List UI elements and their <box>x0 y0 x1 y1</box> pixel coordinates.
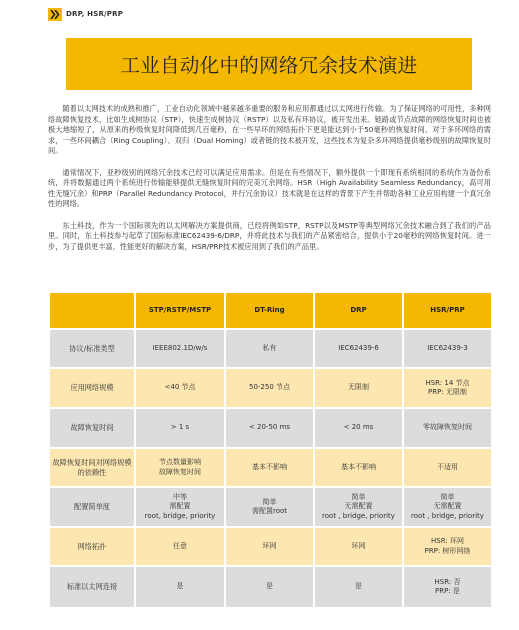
cell-line: IEC62439-6 <box>338 343 379 352</box>
table-row <box>50 528 491 565</box>
cell-line: 中等 <box>173 492 187 501</box>
table-row <box>50 567 491 607</box>
table-cell <box>226 567 313 607</box>
table-cell <box>226 409 313 447</box>
row-label: 故障恢复时间 <box>50 409 134 447</box>
table-cell <box>315 409 402 447</box>
cell-line: 简单 <box>351 492 366 501</box>
cell-line: 故障恢复时间 <box>159 467 201 476</box>
cell-line: 无需配置 <box>433 502 462 511</box>
table-cell <box>404 488 491 526</box>
section-tag: DRP, HSR/PRP <box>66 10 124 18</box>
table-cell <box>226 528 313 565</box>
row-label: 应用网络规模 <box>50 369 134 407</box>
body-text <box>48 104 491 263</box>
table-row <box>50 488 491 526</box>
section-tag-bar <box>48 7 123 21</box>
cell-line: 是 <box>176 582 184 591</box>
title-banner <box>66 38 472 90</box>
table-cell <box>404 567 491 607</box>
header-cell: STP/RSTP/MSTP <box>136 293 224 328</box>
header-cell: DRP <box>315 293 402 328</box>
table-header-row <box>50 293 491 328</box>
cell-line: root, bridge, priority <box>144 511 216 520</box>
chevron-right-icon <box>48 8 62 21</box>
row-label: 故障恢复时间对网络规模的依赖性 <box>50 449 134 486</box>
cell-line: PRP: 无限制 <box>428 388 467 396</box>
header-cell: DT-Ring <box>226 293 313 328</box>
table-cell <box>315 488 402 526</box>
cell-line: > 1 s <box>170 423 190 432</box>
cell-line: 私有 <box>262 343 277 352</box>
table-row <box>50 369 491 407</box>
table-cell <box>315 528 402 565</box>
paragraph: 通常情况下，亚秒级别的网络冗余技术已经可以满足应用需求。但是在有些情况下，额外提供一个即现有系统相同的系统作为备份系统，并将数据通过两个系统进行传输能够提供无缝恢复时间的完美冗余网络。HSR（High Availability Seamless Redundancy，高可用性无缝冗余）和PRP（Parallel Redundancy Protocol，并行冗余协议）技术就是在这样的背景下产生并帮助各种工业应用构建一个真冗余性的网络。 <box>48 167 491 208</box>
cell-line: < 20-50 ms <box>248 423 291 432</box>
cell-line: PRP: 树形网络 <box>424 546 471 555</box>
table-cell <box>136 330 224 367</box>
cell-line: 需配置 <box>169 502 191 511</box>
cell-line: 任意 <box>173 541 187 550</box>
cell-line: IEC62439-3 <box>427 343 468 352</box>
cell-line: root , bridge, priority <box>411 511 484 520</box>
paragraph: 东土科技，作为一个国际领先的以太网解决方案提供商，已经将例如STP，RSTP以及MSTP等典型网络冗余技术融合到了我们的产品里。同时，东土科技参与起草了国际标准IEC62439-6/DRP，并将此技术与我们的产品紧密结合，提供小于20毫秒的网络恢复时间。进一步，为了提供更丰富，性能更好的解决方案，HSR/PRP技术被应用到了我们的产品里。 <box>48 220 491 251</box>
cell-line: 是 <box>355 582 362 591</box>
table-row <box>50 409 491 447</box>
cell-line: < 20 ms <box>343 423 374 432</box>
table-cell <box>226 488 313 526</box>
table-row <box>50 449 491 486</box>
cell-line: 无需配置 <box>344 502 373 511</box>
cell-line: 50-250 节点 <box>248 383 291 392</box>
table-cell <box>226 369 313 407</box>
cell-line: root , bridge, priority <box>322 511 395 520</box>
row-label: 配置简单度 <box>50 488 134 526</box>
cell-line: HSR: 环网 <box>431 537 464 545</box>
table-cell <box>315 567 402 607</box>
table-cell <box>136 449 224 486</box>
table-cell <box>404 449 491 486</box>
cell-line: 环网 <box>351 541 366 550</box>
table-cell <box>404 528 491 565</box>
header-cell <box>50 293 134 328</box>
table-cell <box>404 409 491 447</box>
table-cell <box>315 449 402 486</box>
table-cell <box>136 528 224 565</box>
cell-line: HSR: 14 节点 <box>425 378 470 387</box>
cell-line: IEEE802.1D/w/s <box>152 343 208 352</box>
table-cell <box>404 369 491 407</box>
comparison-table <box>48 291 493 609</box>
cell-line: 基本不影响 <box>341 462 376 471</box>
cell-line: 是 <box>266 582 273 591</box>
table-cell <box>226 449 313 486</box>
cell-line: 简单 <box>440 492 455 501</box>
paragraph: 随着以太网技术的成熟和推广，工业自动化领域中越来越多重要的服务和应用都通过以太网进行传输。为了保证网络的可用性，多种网络故障恢复技术，比如生成树协议（STP），快速生成树协议（RSTP）以及私有环协议，被开发出来。链路或节点故障的网络恢复时间也被极大地缩短了，从原来的秒级恢复时间降低到几百毫秒，在一些早环的网络拓扑下更是能达到小于50毫秒的恢复时间。对于多环网络的需求，一些环间耦合（Ring Coupling）、双归（Dual Homing）或者链的技术被开发，这些技术为复杂多环网络提供毫秒级别的故障恢复时间。 <box>48 104 491 155</box>
table-cell <box>315 369 402 407</box>
table-row <box>50 330 491 367</box>
cell-line: 节点数量影响 <box>159 458 201 466</box>
cell-line: <40 节点 <box>164 383 196 392</box>
cell-line: 基本不影响 <box>252 462 287 471</box>
cell-line: 简单 <box>262 497 277 506</box>
row-label: 协议/标准类型 <box>50 330 134 367</box>
cell-line: 不适用 <box>437 462 458 471</box>
table-cell <box>136 409 224 447</box>
table-cell <box>136 567 224 607</box>
table-cell <box>136 369 224 407</box>
page-title: 工业自动化中的网络冗余技术演进 <box>120 54 418 77</box>
table-cell <box>315 330 402 367</box>
row-label: 标准以太网连接 <box>50 567 134 607</box>
cell-line: 无限制 <box>348 383 369 392</box>
header-cell: HSR/PRP <box>404 293 491 328</box>
table-cell <box>136 488 224 526</box>
cell-line: 需配置root <box>251 507 288 515</box>
table-cell <box>226 330 313 367</box>
table-cell <box>404 330 491 367</box>
row-label: 网络拓扑 <box>50 528 134 565</box>
cell-line: PRP: 是 <box>435 587 460 595</box>
cell-line: 零故障恢复时间 <box>423 423 472 432</box>
cell-line: HSR: 否 <box>434 577 461 586</box>
cell-line: 环网 <box>262 541 277 550</box>
